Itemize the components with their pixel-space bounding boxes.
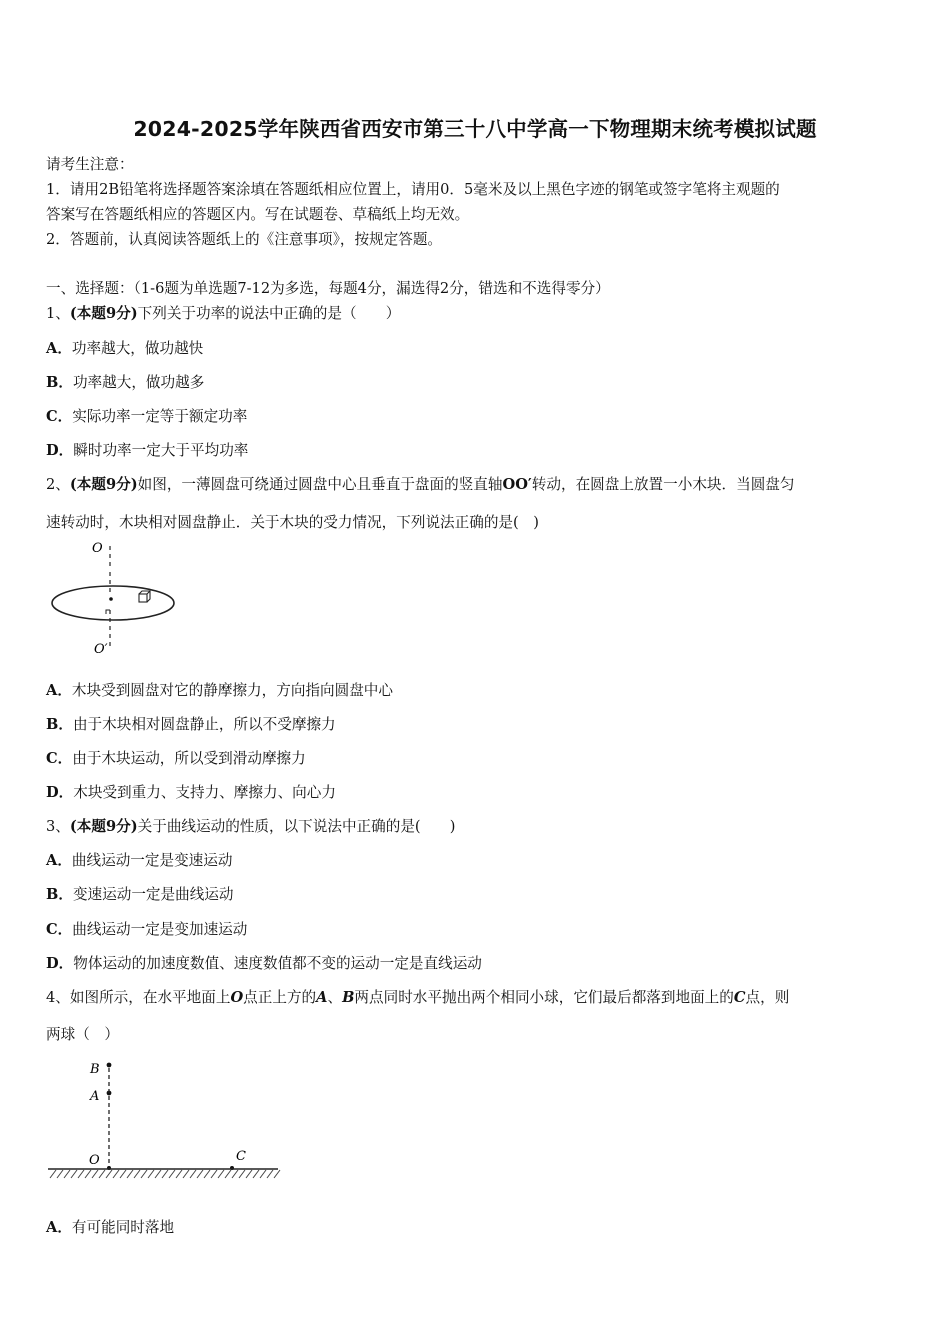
q1-option-d: D．瞬时功率一定大于平均功率: [46, 442, 249, 459]
axis-bottom-label: O′: [94, 642, 108, 657]
question-tag: (本题9分): [69, 305, 138, 322]
question-2: 2、(本题9分)如图，一薄圆盘可绕通过圆盘中心且垂直于盘面的竖直轴OO′转动，在圆盘上放置一小木块．当圆盘匀: [46, 476, 795, 493]
notice-item-1-cont: 答案写在答题纸相应的答题区内。写在试题卷、草稿纸上均无效。: [46, 206, 470, 223]
q2-option-c: C．由于木块运动，所以受到滑动摩擦力: [46, 750, 306, 767]
q2-option-d: D．木块受到重力、支持力、摩擦力、向心力: [46, 784, 336, 801]
question-tag: (本题9分): [69, 476, 138, 493]
q2-option-b: B．由于木块相对圆盘静止，所以不受摩擦力: [46, 716, 336, 733]
projectile-figure: [44, 1054, 284, 1184]
q3-option-d: D．物体运动的加速度数值、速度数值都不变的运动一定是直线运动: [46, 955, 482, 972]
point-b-label: B: [90, 1062, 100, 1077]
question-number: 2、: [46, 476, 70, 493]
q3-option-b: B．变速运动一定是曲线运动: [46, 886, 234, 903]
question-stem: 下列关于功率的说法中正确的是（ ）: [137, 305, 401, 322]
point-c-label: C: [236, 1149, 246, 1164]
ground-hatching: [50, 1170, 280, 1178]
axis-label: OO′: [502, 476, 532, 493]
q1-option-a: A．功率越大，做功越快: [46, 340, 204, 357]
notice-item-1: 1．请用2B铅笔将选择题答案涂填在答题纸相应位置上，请用0．5毫米及以上黑色字迹的钢笔或签字笔将主观题的: [46, 181, 780, 198]
point-o-label: O: [89, 1153, 100, 1168]
q1-option-b: B．功率越大，做功越多: [46, 374, 205, 391]
axis-top-label: O: [92, 541, 103, 556]
disk: [52, 586, 174, 620]
question-4: 4、如图所示，在水平地面上O点正上方的A、B两点同时水平抛出两个相同小球，它们最后都落到地面上的C点，则: [46, 989, 790, 1006]
question-tag: (本题9分): [69, 818, 138, 835]
q3-option-a: A．曲线运动一定是变速运动: [46, 852, 233, 869]
q4-option-a: A．有可能同时落地: [46, 1219, 175, 1236]
question-3: [46, 815, 456, 836]
notice-heading: 请考生注意：: [46, 156, 134, 173]
question-number: 1、: [46, 305, 70, 322]
q2-option-a: A．木块受到圆盘对它的静摩擦力，方向指向圆盘中心: [46, 682, 393, 699]
page-title: 2024-2025学年陕西省西安市第三十八中学高一下物理期末统考模拟试题: [133, 117, 817, 141]
point-b: [107, 1063, 112, 1068]
question-4-cont: 两球（ ）: [46, 1026, 119, 1043]
rotating-disk-figure: [44, 538, 184, 660]
section-heading: 一、选择题：（1-6题为单选题7-12为多选，每题4分，漏选得2分，错选和不选得零分）: [46, 280, 610, 297]
question-1: [46, 302, 400, 323]
question-number: 3、: [46, 818, 70, 835]
notice-item-2: 2．答题前，认真阅读答题纸上的《注意事项》，按规定答题。: [46, 231, 443, 248]
question-2-cont: 速转动时，木块相对圆盘静止．关于木块的受力情况，下列说法正确的是( ): [46, 514, 539, 531]
wooden-block: [139, 591, 150, 602]
point-a-label: A: [90, 1089, 100, 1104]
disk-center: [109, 597, 113, 601]
question-number: 4、: [46, 989, 70, 1006]
q3-option-c: C．曲线运动一定是变加速运动: [46, 921, 248, 938]
question-stem: 关于曲线运动的性质，以下说法中正确的是( ): [137, 818, 456, 835]
q1-option-c: C．实际功率一定等于额定功率: [46, 408, 248, 425]
